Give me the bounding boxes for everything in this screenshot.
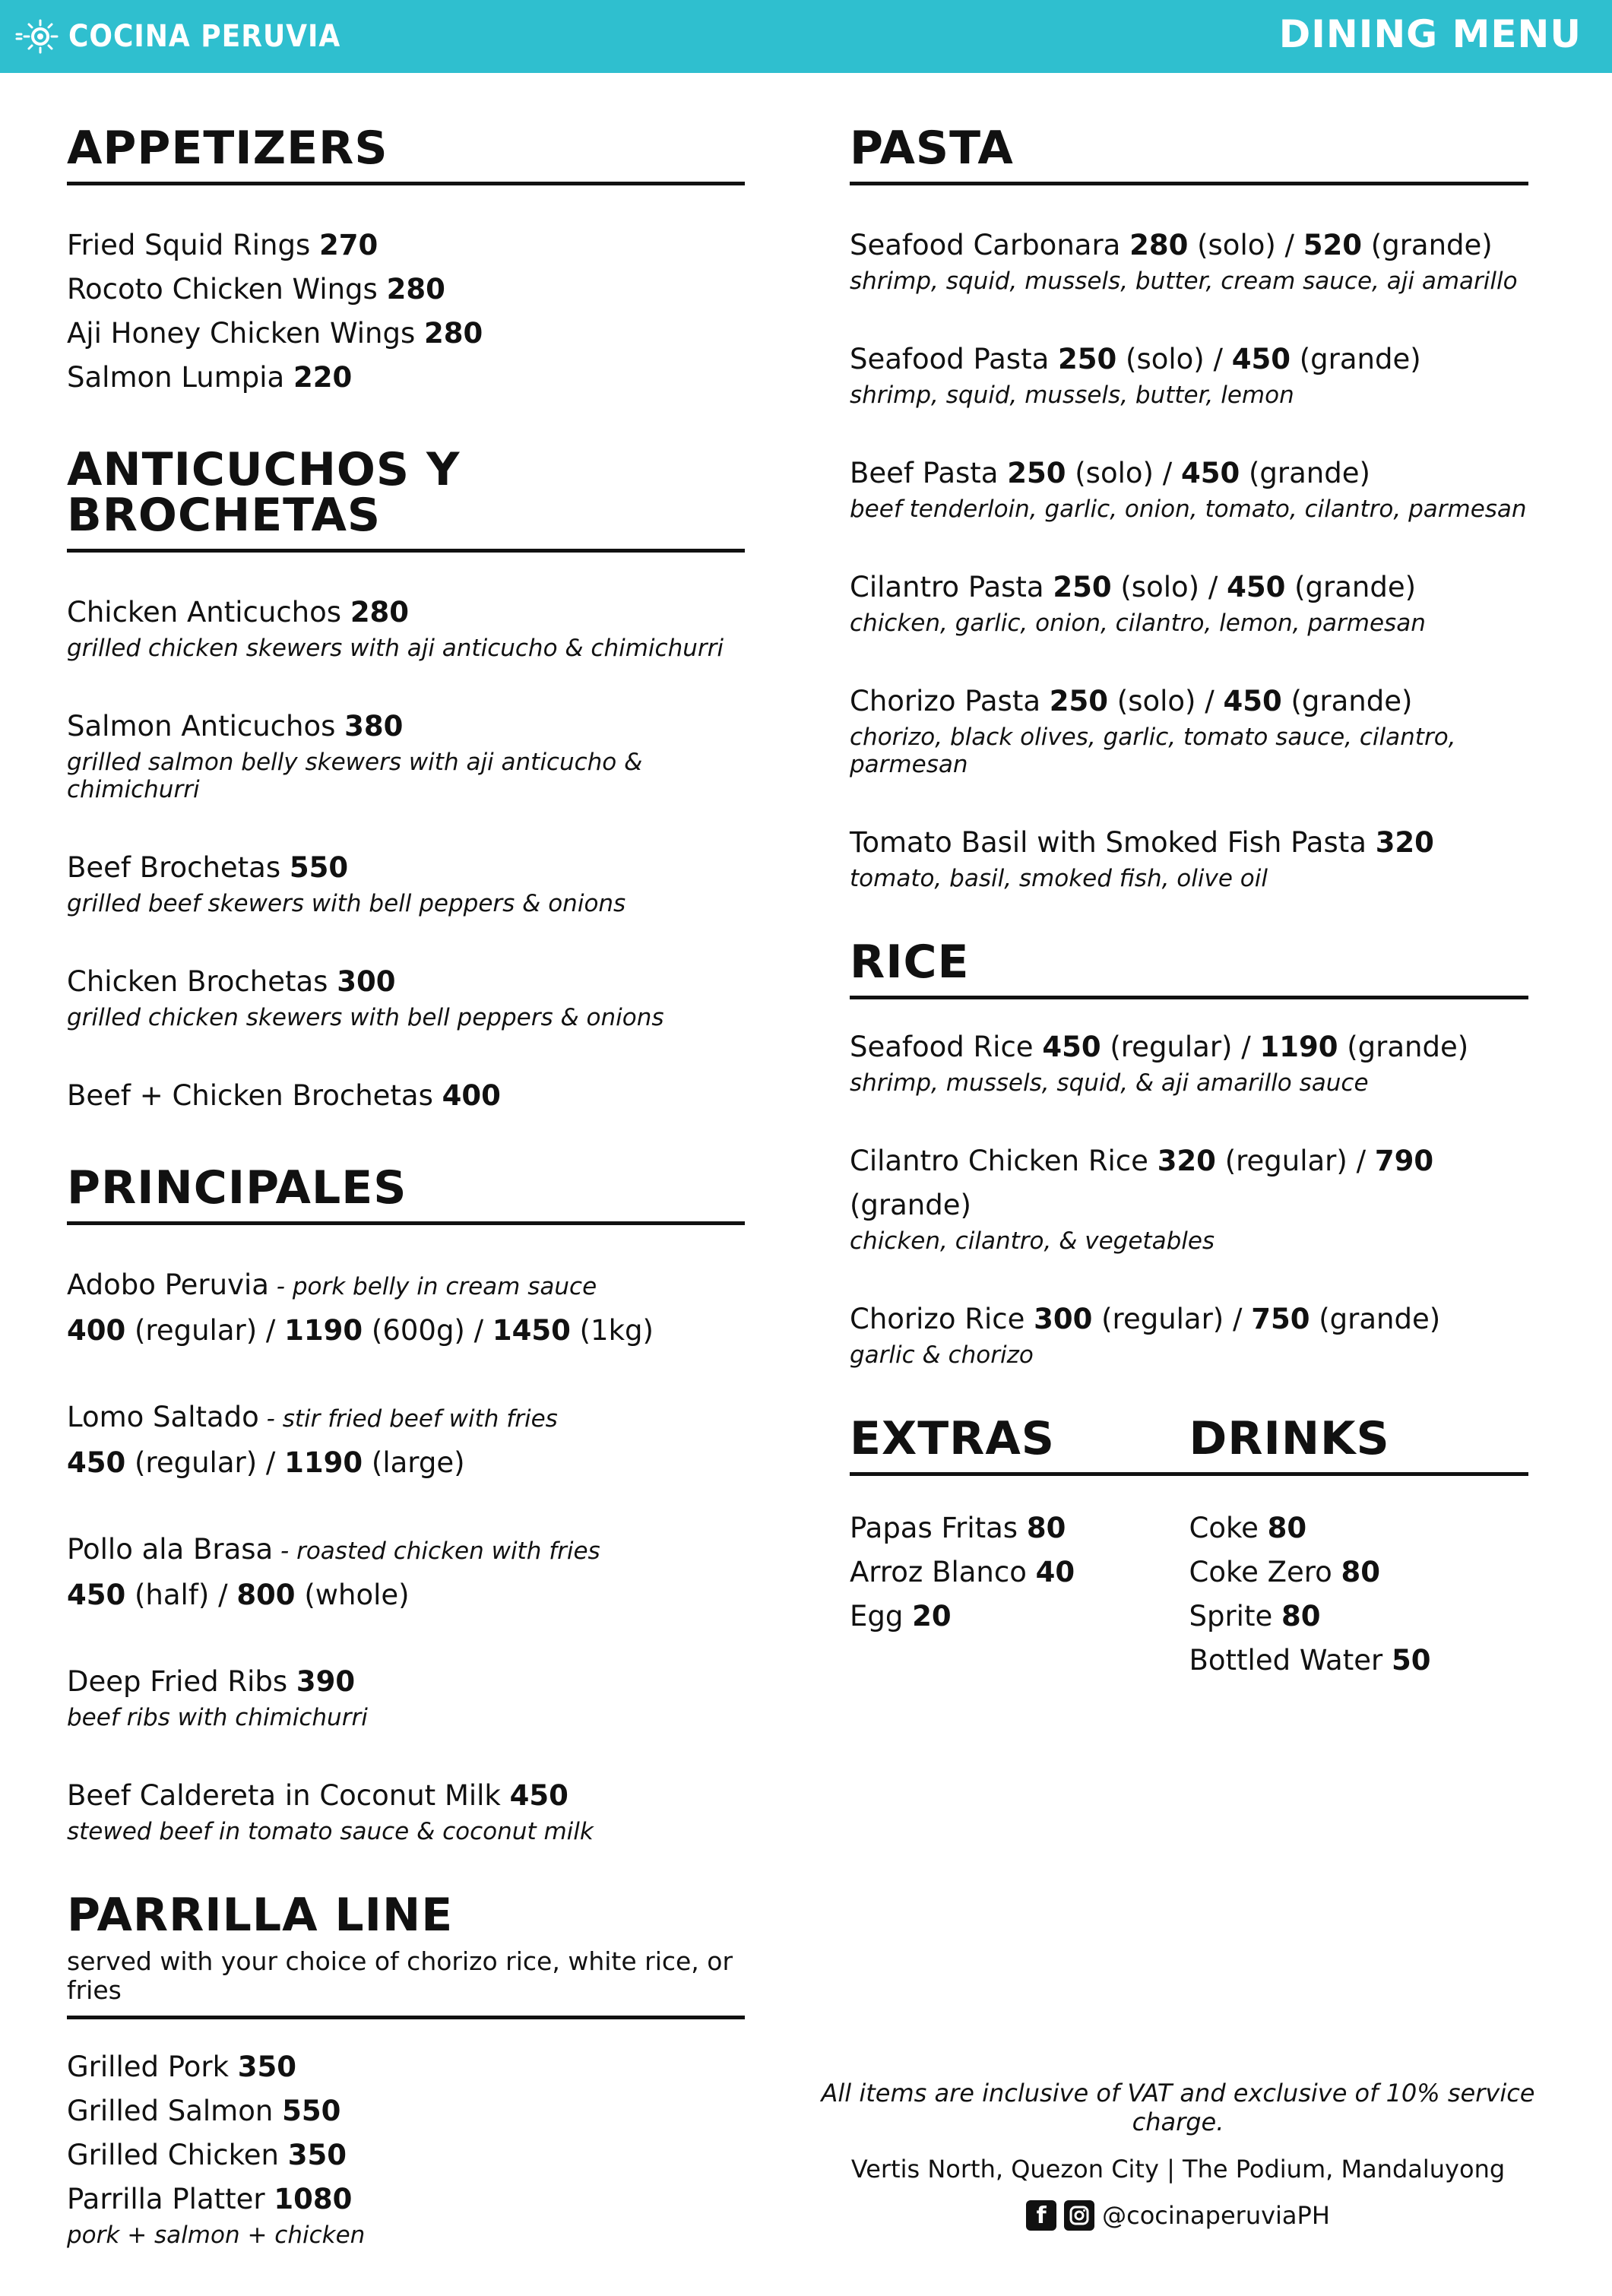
- item-description: pork + salmon + chicken: [67, 2222, 366, 2249]
- menu-item: Grilled Chicken 350: [67, 2139, 347, 2171]
- menu-item: Beef Caldereta in Coconut Milk 450 stewed beef in tomato sauce & coconut milk: [67, 1774, 745, 1845]
- menu-title: DINING MENU: [1278, 12, 1582, 56]
- menu-item: Parrilla Platter 1080: [67, 2183, 353, 2215]
- header-bar: [0, 0, 1612, 73]
- menu-item: Bottled Water 50: [1189, 1644, 1431, 1677]
- menu-item: Tomato Basil with Smoked Fish Pasta 320 tomato, basil, smoked fish, olive oil: [850, 821, 1528, 892]
- menu-item: Beef Pasta 250 (solo) / 450 (grande) beef tenderloin, garlic, onion, tomato, cilantro, parmesan: [850, 451, 1528, 523]
- menu-item: Seafood Pasta 250 (solo) / 450 (grande) shrimp, squid, mussels, butter, lemon: [850, 337, 1528, 409]
- section-anticuchos: [67, 443, 745, 1118]
- menu-item: Grilled Salmon 550: [67, 2095, 341, 2127]
- section-principales: [67, 1161, 745, 1845]
- item-description: beef ribs with chimichurri: [67, 1704, 368, 1731]
- right-column: [850, 122, 1528, 1730]
- section-parrilla: [67, 1889, 745, 2249]
- item-description: grilled chicken skewers with bell peppers & onions: [67, 1004, 664, 1031]
- menu-item: Sprite 80: [1189, 1600, 1321, 1633]
- item-description: shrimp, mussels, squid, & aji amarillo sauce: [850, 1069, 1369, 1097]
- menu-item: Seafood Carbonara 280 (solo) / 520 (grande) shrimp, squid, mussels, butter, cream sauce, aji amarillo: [850, 223, 1528, 295]
- menu-item: Pollo ala Brasa - roasted chicken with fries 450 (half) / 800 (whole): [67, 1533, 600, 1611]
- menu-item: Deep Fried Ribs 390 beef ribs with chimichurri: [67, 1660, 745, 1731]
- menu-item: Egg 20: [850, 1600, 952, 1633]
- menu-item: Coke Zero 80: [1189, 1556, 1381, 1588]
- extras-list: [850, 1506, 1189, 1683]
- menu-item: Chicken Anticuchos 280 grilled chicken skewers with aji anticucho & chimichurri: [67, 591, 745, 662]
- menu-item: Adobo Peruvia - pork belly in cream sauce 400 (regular) / 1190 (600g) / 1450 (1kg): [67, 1268, 654, 1347]
- item-description: shrimp, squid, mussels, butter, lemon: [850, 382, 1294, 409]
- menu-item: Chicken Brochetas 300 grilled chicken skewers with bell peppers & onions: [67, 960, 745, 1031]
- menu-item: Coke 80: [1189, 1512, 1307, 1544]
- menu-item: Aji Honey Chicken Wings 280: [67, 317, 483, 350]
- section-title-extras: EXTRAS: [850, 1412, 1056, 1465]
- menu-item: Chorizo Pasta 250 (solo) / 450 (grande) chorizo, black olives, garlic, tomato sauce, cilantro, parmesan: [850, 679, 1528, 778]
- section-title: RICE: [850, 936, 970, 989]
- section-extras-drinks: [850, 1412, 1528, 1683]
- menu-item: Rocoto Chicken Wings 280: [67, 273, 445, 306]
- menu-item: Chorizo Rice 300 (regular) / 750 (grande) garlic & chorizo: [850, 1297, 1528, 1369]
- menu-item: Salmon Lumpia 220: [67, 361, 353, 394]
- locations: Vertis North, Quezon City | The Podium, Mandaluyong: [850, 2155, 1506, 2184]
- section-title: ANTICUCHOS Y BROCHETAS: [67, 443, 461, 542]
- service-note: All items are inclusive of VAT and exclusive of 10% service charge.: [821, 2079, 1535, 2136]
- item-description: chorizo, black olives, garlic, tomato sauce, cilantro, parmesan: [850, 724, 1456, 778]
- social-handle[interactable]: @cocinaperuviaPH: [1102, 2201, 1330, 2230]
- menu-item: Beef Brochetas 550 grilled beef skewers with bell peppers & onions: [67, 846, 745, 917]
- brand: [15, 15, 340, 58]
- menu-item: Grilled Pork 350: [67, 2051, 297, 2083]
- item-description: garlic & chorizo: [850, 1341, 1034, 1369]
- menu-item: Cilantro Pasta 250 (solo) / 450 (grande) chicken, garlic, onion, cilantro, lemon, parmesan: [850, 565, 1528, 637]
- item-description: grilled beef skewers with bell peppers & onions: [67, 890, 626, 917]
- item-description: chicken, garlic, onion, cilantro, lemon, parmesan: [850, 610, 1426, 637]
- menu-item: Lomo Saltado - stir fried beef with fries 450 (regular) / 1190 (large): [67, 1401, 558, 1479]
- item-description: grilled chicken skewers with aji anticucho & chimichurri: [67, 635, 724, 662]
- menu-item: Papas Fritas 80: [850, 1512, 1066, 1544]
- instagram-icon[interactable]: [1064, 2200, 1094, 2231]
- section-subtitle: served with your choice of chorizo rice, white rice, or fries: [67, 1946, 733, 2005]
- section-title: PARRILLA LINE: [67, 1889, 454, 1942]
- menu-item: Salmon Anticuchos 380 grilled salmon belly skewers with aji anticucho & chimichurri: [67, 705, 745, 803]
- facebook-icon[interactable]: f: [1026, 2200, 1056, 2231]
- section-title: PRINCIPALES: [67, 1161, 407, 1215]
- section-title: APPETIZERS: [67, 122, 388, 175]
- menu-item: Cilantro Chicken Rice 320 (regular) / 790 (grande) chicken, cilantro, & vegetables: [850, 1139, 1528, 1255]
- section-appetizers: [67, 122, 745, 400]
- social-links: [806, 2200, 1550, 2231]
- sun-logo-icon: [15, 17, 61, 55]
- section-rice: [850, 936, 1528, 1369]
- menu-item: Seafood Rice 450 (regular) / 1190 (grande) shrimp, mussels, squid, & aji amarillo sauce: [850, 1025, 1528, 1097]
- item-description: shrimp, squid, mussels, butter, cream sauce, aji amarillo: [850, 268, 1518, 295]
- menu-item: Beef + Chicken Brochetas 400: [67, 1079, 501, 1112]
- item-description: grilled salmon belly skewers with aji anticucho & chimichurri: [67, 749, 643, 803]
- section-pasta: [850, 122, 1528, 892]
- section-title-drinks: DRINKS: [1189, 1412, 1390, 1465]
- section-title: PASTA: [850, 122, 1014, 175]
- item-description: tomato, basil, smoked fish, olive oil: [850, 865, 1268, 892]
- item-description: stewed beef in tomato sauce & coconut milk: [67, 1818, 594, 1845]
- menu-item: Arroz Blanco 40: [850, 1556, 1075, 1588]
- left-column: [67, 122, 745, 2296]
- menu-item: Fried Squid Rings 270: [67, 229, 378, 261]
- drinks-list: [1189, 1506, 1529, 1683]
- brand-name: COCINA PERUVIA: [68, 19, 341, 54]
- item-description: chicken, cilantro, & vegetables: [850, 1227, 1215, 1255]
- item-description: beef tenderloin, garlic, onion, tomato, cilantro, parmesan: [850, 496, 1527, 523]
- footer: [806, 2079, 1550, 2231]
